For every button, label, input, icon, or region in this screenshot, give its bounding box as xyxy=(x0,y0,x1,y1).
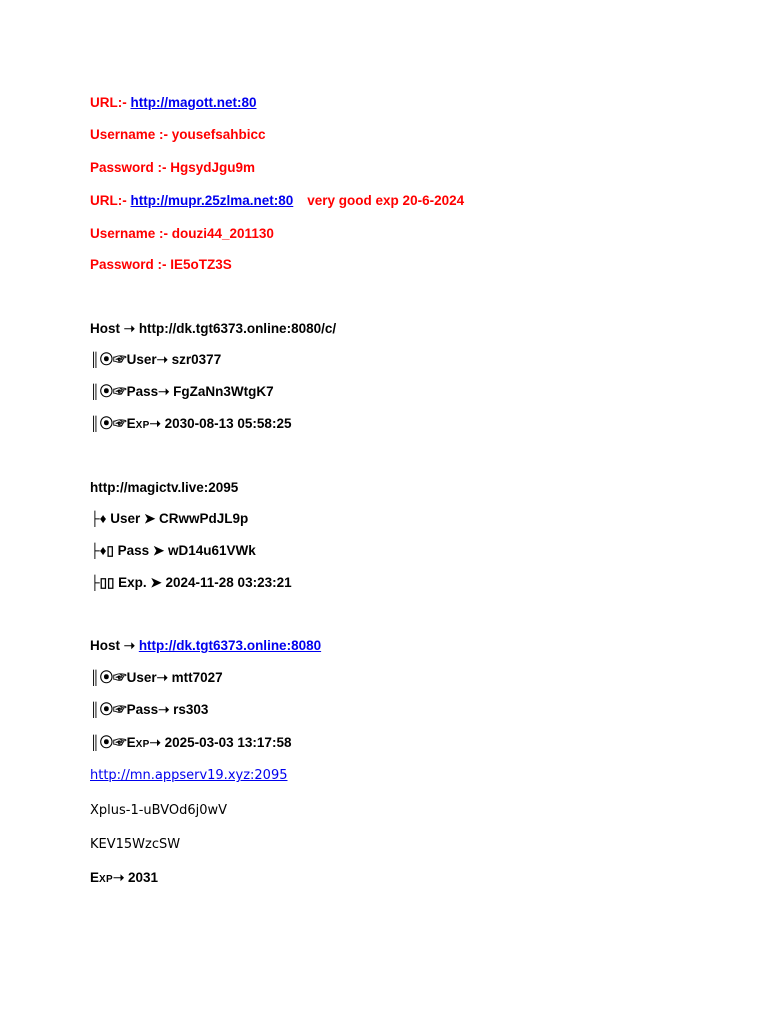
account2-url-label: URL:- xyxy=(90,193,131,208)
host2-user-prefix: ║⦿☞User➝ xyxy=(90,670,172,685)
account2-password-value: IE5oTZ3S xyxy=(170,257,232,272)
magictv-exp-line xyxy=(90,574,292,592)
account1-username-label: Username :- xyxy=(90,127,172,142)
account1-password-label: Password :- xyxy=(90,160,171,175)
xplus-exp-value: 2031 xyxy=(128,870,159,885)
host2-exp-e: E xyxy=(126,735,136,750)
host1-host-value: http://dk.tgt6373.online:8080/c/ xyxy=(138,321,337,336)
magictv-user-value: CRwwPdJL9p xyxy=(159,511,249,526)
host2-exp-prefix: ║⦿☞ xyxy=(90,735,127,750)
host1-exp-value: 2030-08-13 05:58:25 xyxy=(164,416,292,431)
account2-username-line xyxy=(90,225,274,243)
host1-user-value: szr0377 xyxy=(171,352,222,367)
host1-host-label: Host ➝ xyxy=(90,321,139,336)
host1-host-line xyxy=(90,320,336,338)
host2-pass-prefix: ║⦿☞Pass➝ xyxy=(90,702,174,717)
magictv-url: http://magictv.live:2095 xyxy=(90,480,239,495)
host2-pass-value: rs303 xyxy=(173,702,209,717)
magictv-exp-prefix: ├▯▯ Exp. ➤ xyxy=(90,575,166,590)
host2-host-line xyxy=(90,637,321,655)
host1-user-line xyxy=(90,351,221,369)
host1-exp-line xyxy=(90,415,291,435)
xplus-pass-line xyxy=(90,836,180,854)
account1-username-value: yousefsahbicc xyxy=(171,127,266,142)
account2-username-label: Username :- xyxy=(90,226,172,241)
host1-exp-prefix: ║⦿☞ xyxy=(90,416,127,431)
magictv-user-line xyxy=(90,510,248,528)
host1-pass-prefix: ║⦿☞Pass➝ xyxy=(90,384,174,399)
magictv-pass-line xyxy=(90,542,256,560)
account2-url-line xyxy=(90,192,464,210)
host1-exp-xp: XP xyxy=(135,420,150,431)
account2-password-label: Password :- xyxy=(90,257,171,272)
host2-exp-xp: XP xyxy=(135,739,150,750)
host1-pass-line xyxy=(90,383,274,401)
host1-pass-value: FgZaNn3WtgK7 xyxy=(173,384,274,399)
host2-exp-value: 2025-03-03 13:17:58 xyxy=(164,735,292,750)
host2-user-value: mtt7027 xyxy=(171,670,223,685)
xplus-exp-xp: XP xyxy=(99,874,113,885)
host2-pass-line xyxy=(90,701,208,719)
xplus-user-value: Xplus-1-uBVOd6j0wV xyxy=(90,803,228,818)
xplus-exp-line xyxy=(90,869,158,889)
host2-host-label: Host ➝ xyxy=(90,638,139,653)
host2-exp-arrow: ➝ xyxy=(149,735,165,750)
account1-url-link[interactable]: http://magott.net:80 xyxy=(130,95,257,110)
magictv-exp-value: 2024-11-28 03:23:21 xyxy=(165,575,292,590)
account2-password-line xyxy=(90,256,232,274)
host1-exp-e: E xyxy=(126,416,136,431)
account1-url-label: URL:- xyxy=(90,95,131,110)
xplus-user-line xyxy=(90,802,227,820)
account1-password-line xyxy=(90,159,255,177)
xplus-exp-arrow: ➝ xyxy=(112,870,129,885)
host1-user-prefix: ║⦿☞User➝ xyxy=(90,352,172,367)
xplus-url-line xyxy=(90,767,288,785)
magictv-url-line xyxy=(90,479,238,497)
account1-password-value: HgsydJgu9m xyxy=(170,160,256,175)
magictv-user-prefix: ├♦ User ➤ xyxy=(90,511,160,526)
account2-note: very good exp 20-6-2024 xyxy=(307,193,465,208)
host2-host-link[interactable]: http://dk.tgt6373.online:8080 xyxy=(138,638,322,653)
magictv-pass-prefix: ├♦▯ Pass ➤ xyxy=(90,543,168,558)
host1-exp-arrow: ➝ xyxy=(149,416,165,431)
xplus-pass-value: KEV15WzcSW xyxy=(90,837,181,852)
host2-user-line xyxy=(90,669,223,687)
xplus-url-link[interactable]: http://mn.appserv19.xyz:2095 xyxy=(90,768,288,783)
account2-username-value: douzi44_201130 xyxy=(171,226,274,241)
xplus-exp-e: E xyxy=(90,870,100,885)
account2-url-link[interactable]: http://mupr.25zlma.net:80 xyxy=(130,193,294,208)
magictv-pass-value: wD14u61VWk xyxy=(167,543,256,558)
host2-exp-line xyxy=(90,734,291,754)
account1-username-line xyxy=(90,126,266,144)
account1-url-line xyxy=(90,94,257,112)
